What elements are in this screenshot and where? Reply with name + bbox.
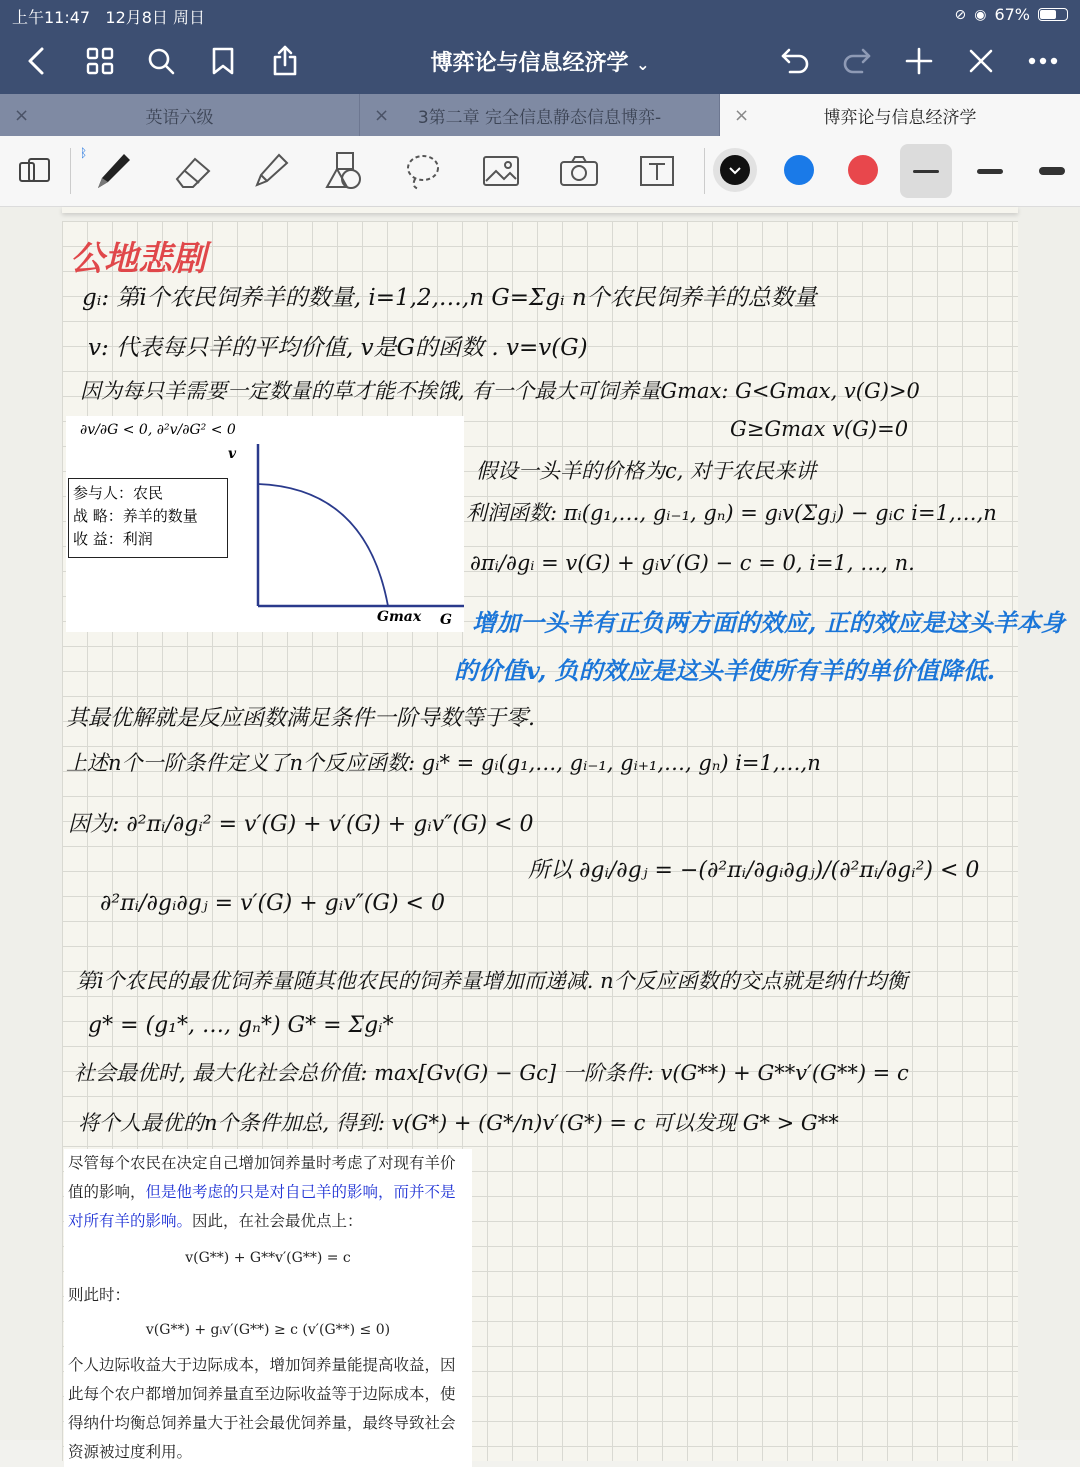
stroke-width-medium[interactable] [964, 144, 1016, 198]
shapes-tool-button[interactable] [318, 144, 372, 198]
read-mode-button[interactable] [8, 144, 62, 198]
tab-label: 博弈论与信息经济学 [823, 107, 977, 128]
figure-y-axis-label: v [228, 446, 237, 462]
handwritten-blue-note: 增加一头羊有正负两方面的效应, 正的效应是这头羊本身 [472, 608, 1065, 637]
pasted-text-block[interactable] [64, 1149, 472, 1467]
handwritten-line: 将个人最优的n个条件加总, 得到: v(G*) + (G*/n)v′(G*) = c 可以发现 G* > G** [78, 1111, 839, 1135]
handwritten-line: 假设一头羊的价格为c, 对于农民来讲 [476, 459, 817, 483]
handwritten-line: 其最优解就是反应函数满足条件一阶导数等于零. [66, 706, 535, 731]
stroke-thin-icon [913, 170, 939, 173]
eraser-icon [171, 151, 215, 191]
legend-players: 参与人：农民 [73, 484, 164, 502]
link-icon: ⊘ [954, 6, 967, 23]
chevron-left-icon [25, 46, 49, 76]
pen-off-icon [967, 47, 995, 75]
redo-button[interactable] [834, 38, 880, 84]
stroke-width-thick[interactable] [1026, 144, 1078, 198]
rotation-lock-icon: ◉ [974, 6, 987, 23]
document-title [390, 46, 690, 77]
legend-payoff: 收 益：利润 [73, 530, 153, 548]
camera-tool-button[interactable] [552, 144, 606, 198]
pasted-text: 尽管每个农民在决定自己增加饲养量时考虑了对现有羊价值的影响， [68, 1154, 456, 1201]
figure-x-axis-label: G [440, 612, 452, 628]
lasso-tool-button[interactable] [396, 144, 450, 198]
highlighter-tool-button[interactable] [242, 144, 296, 198]
document-title-text: 博弈论与信息经济学 [430, 51, 629, 76]
bookmark-icon [211, 46, 235, 76]
image-icon [482, 155, 520, 187]
navigation-bar [0, 28, 1080, 94]
status-bar [0, 0, 1080, 28]
handwritten-line: 利润函数: πᵢ(g₁,…, gᵢ₋₁, gₙ) = gᵢv(Σgⱼ) − gᵢc i=1,…,n [466, 501, 997, 525]
stroke-medium-icon [977, 169, 1003, 174]
tab-close-icon[interactable]: × [734, 104, 750, 126]
handwritten-line: gᵢ: 第i个农民饲养羊的数量, i=1,2,…,n G=Σgᵢ n个农民饲养羊的总数量 [82, 285, 817, 311]
battery-percent: 67% [994, 5, 1030, 24]
tab-chapter-2[interactable] [360, 94, 720, 136]
search-icon [147, 47, 175, 75]
bluetooth-icon: ᛒ [80, 146, 88, 160]
add-page-button[interactable] [896, 38, 942, 84]
pasted-paragraph-3: 个人边际收益大于边际成本，增加饲养量能提高收益，因此每个农户都增加饲养量直至边际收益等于边际成本，使得纳什均衡总饲养量大于社会最优饲养量，最终导致社会资源被过度利用。 [68, 1356, 456, 1461]
share-icon [271, 45, 299, 77]
chevron-down-icon: ⌄ [636, 55, 650, 74]
grid-view-button[interactable] [77, 38, 123, 84]
tab-close-icon[interactable]: × [374, 104, 390, 126]
battery-icon [1038, 8, 1068, 21]
lasso-icon [403, 151, 443, 191]
document-tab-bar [0, 94, 1080, 136]
handwritten-blue-note: 的价值v, 负的效应是这头羊使所有羊的单价值降低. [454, 656, 996, 685]
status-time: 上午11:47 [12, 8, 91, 27]
annotation-toolbar [0, 136, 1080, 207]
handwritten-line: g* = (g₁*, …, gₙ*) G* = Σgᵢ* [88, 1013, 394, 1038]
value-curve [258, 484, 388, 606]
more-options-button[interactable] [1020, 38, 1066, 84]
figure-gmax-label: Gmax [377, 609, 422, 625]
search-button[interactable] [138, 38, 184, 84]
eraser-tool-button[interactable] [166, 144, 220, 198]
pasted-figure[interactable] [66, 416, 464, 632]
color-swatch-black[interactable] [720, 155, 750, 185]
pasted-text-highlight: 但是他考虑的只是对自己羊的影响，而并不是对所有羊的影响。 [68, 1183, 456, 1230]
plus-icon [905, 47, 933, 75]
handwritten-heading: 公地悲剧 [70, 239, 206, 279]
text-tool-button[interactable] [630, 144, 684, 198]
tab-english-cet6[interactable] [0, 94, 360, 136]
tab-close-icon[interactable]: × [14, 104, 30, 126]
pen-tool-button[interactable] [86, 144, 140, 198]
handwritten-line: G≥Gmax v(G)=0 [730, 417, 909, 441]
handwritten-line: 第i个农民的最优饲养量随其他农民的饲养量增加而递减. n个反应函数的交点就是纳什均衡 [76, 969, 908, 993]
stroke-width-thin[interactable] [900, 144, 952, 198]
handwritten-line: 因为: ∂²πᵢ/∂gᵢ² = v′(G) + v′(G) + gᵢv″(G) < 0 [68, 812, 534, 837]
color-swatch-blue[interactable] [784, 155, 814, 185]
pen-icon [90, 148, 136, 194]
figure-conditions: ∂v/∂G < 0, ∂²v/∂G² < 0 [80, 422, 236, 438]
handwritten-line: 因为每只羊需要一定数量的草才能不挨饿, 有一个最大可饲养量Gmax: G<Gmax, v(G)>0 [80, 379, 920, 403]
handwritten-line: v: 代表每只羊的平均价值, v是G的函数 . v=v(G) [88, 335, 588, 361]
tab-label: 3第二章 完全信息静态信息博弈- [417, 107, 662, 128]
undo-icon [780, 47, 810, 75]
stroke-thick-icon [1039, 167, 1065, 175]
status-time-date [12, 5, 205, 28]
tab-game-theory[interactable] [720, 94, 1080, 136]
notebook-canvas[interactable] [0, 207, 1080, 1461]
handwritten-line: ∂²πᵢ/∂gᵢ∂gⱼ = v′(G) + gᵢv″(G) < 0 [100, 891, 445, 916]
legend-strategy: 战 略：养羊的数量 [73, 507, 198, 525]
handwritten-line: 所以 ∂gᵢ/∂gⱼ = −(∂²πᵢ/∂gᵢ∂gⱼ)/(∂²πᵢ/∂gᵢ²) < 0 [528, 858, 980, 883]
pasted-equation-1: v(G**) + G**v′(G**) = c [185, 1250, 351, 1266]
pasted-equation-2: v(G**) + gᵢv′(G**) ≥ c (v′(G**) ≤ 0) [145, 1322, 391, 1338]
toolbar-divider [704, 148, 705, 194]
handwritten-line: 上述n个一阶条件定义了n个反应函数: gᵢ* = gᵢ(g₁,…, gᵢ₋₁, gᵢ₊₁,…, gₙ) i=1,…,n [66, 751, 821, 775]
shapes-icon [323, 151, 367, 191]
share-button[interactable] [262, 38, 308, 84]
pasted-paragraph-2: 则此时： [68, 1286, 131, 1304]
status-right [954, 5, 1068, 24]
undo-button[interactable] [772, 38, 818, 84]
handwritten-line: 社会最优时, 最大化社会总价值: max[Gv(G) − Gc] 一阶条件: v(G**) + G**v′(G**) = c [74, 1061, 909, 1085]
tab-label: 英语六级 [145, 107, 214, 128]
value-curve-plot [66, 416, 464, 632]
image-tool-button[interactable] [474, 144, 528, 198]
ellipsis-icon [1028, 57, 1058, 65]
redo-icon [842, 47, 872, 75]
back-button[interactable] [14, 38, 60, 84]
color-swatch-red[interactable] [848, 155, 878, 185]
bookmark-button[interactable] [200, 38, 246, 84]
chevron-down-icon [720, 155, 750, 185]
handwritten-line: ∂πᵢ/∂gᵢ = v(G) + gᵢv′(G) − c = 0, i=1, …, n. [470, 551, 915, 575]
text-box-icon [638, 154, 676, 188]
camera-icon [559, 155, 599, 187]
pasted-text: 因此，在社会最优点上： [192, 1212, 363, 1230]
highlighter-icon [247, 149, 291, 193]
previous-page-edge [62, 207, 1018, 213]
read-mode-icon [18, 157, 52, 185]
document-title-menu[interactable] [390, 42, 690, 82]
grid-icon [86, 47, 114, 75]
toolbar-divider [70, 148, 71, 194]
notebook-page[interactable] [62, 221, 1065, 1461]
status-date: 12月8日 周日 [105, 8, 206, 27]
pasted-paragraph-1 [68, 1149, 468, 1236]
pen-mode-toggle-button[interactable] [958, 38, 1004, 84]
